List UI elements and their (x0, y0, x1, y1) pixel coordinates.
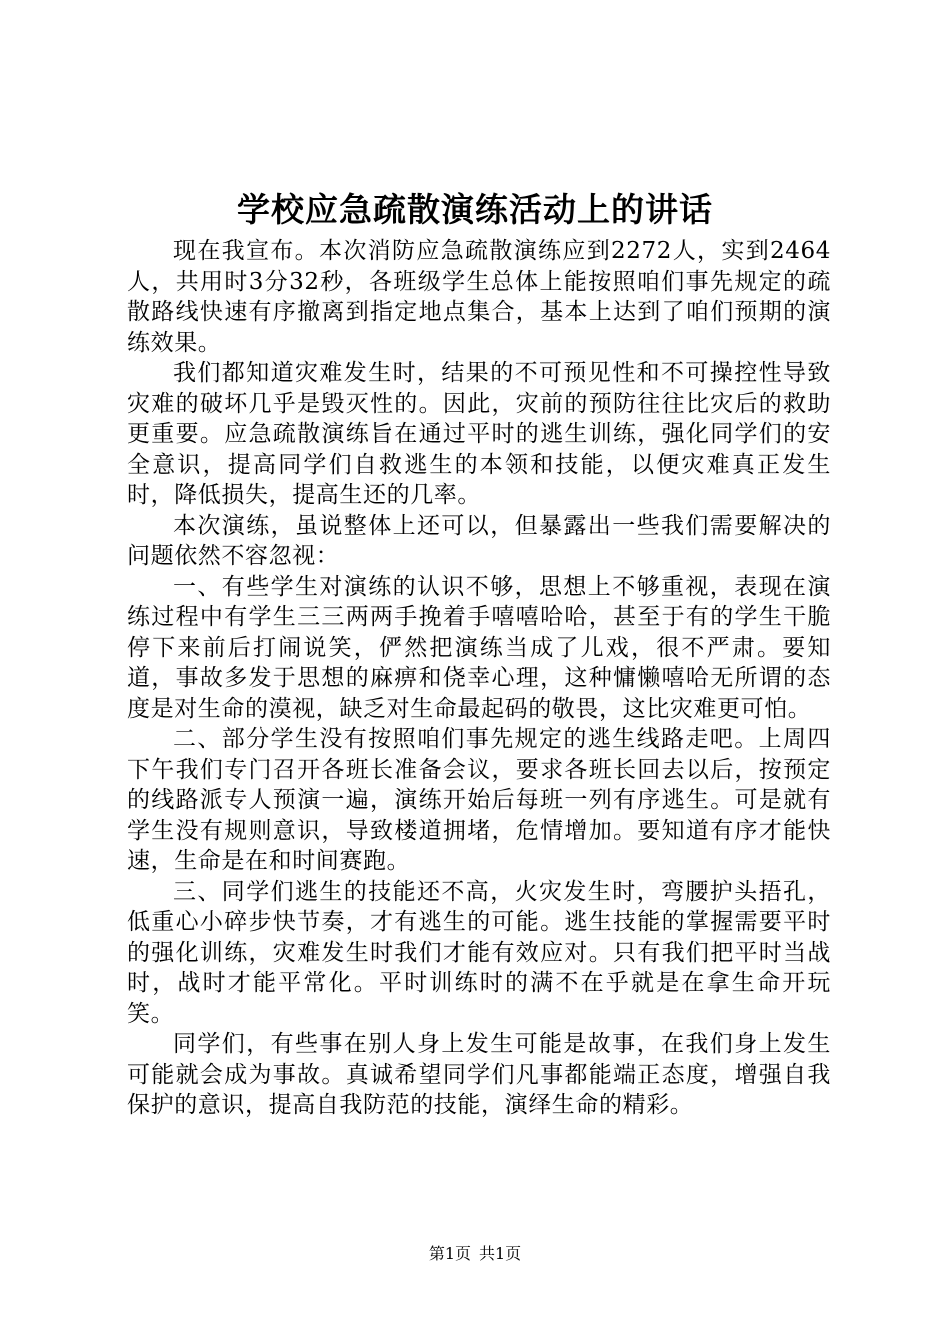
page-total: 共1页 (479, 1244, 522, 1263)
paragraph-1: 现在我宣布。本次消防应急疏散演练应到2272人，实到2464人，共用时3分32秒，各班级学生总体上能按照咱们事先规定的疏散路线快速有序撤离到指定地点集合，基本上达到了咱们预期的演练效果。 (127, 238, 831, 356)
document-body (127, 236, 831, 1121)
paragraph-4: 一、有些学生对演练的认识不够，思想上不够重视，表现在演练过程中有学生三三两两手挽着手嘻嘻哈哈，甚至于有的学生干脆停下来前后打闹说笑，俨然把演练当成了儿戏，很不严肃。要知道，事故多发于思想的麻痹和侥幸心理，这种慵懒嘻哈无所谓的态度是对生命的漠视，缺乏对生命最起码的敬畏，这比灾难更可怕。 (127, 573, 831, 722)
paragraph-5: 二、部分学生没有按照咱们事先规定的逃生线路走吧。上周四下午我们专门召开各班长准备会议，要求各班长回去以后，按预定的线路派专人预演一遍，演练开始后每班一列有序逃生。可是就有学生没有规则意识，导致楼道拥堵，危情增加。要知道有序才能快速，生命是在和时间赛跑。 (127, 726, 831, 874)
paragraph-2: 我们都知道灾难发生时，结果的不可预见性和不可操控性导致灾难的破坏几乎是毁灭性的。因此，灾前的预防往往比灾后的救助更重要。应急疏散演练旨在通过平时的逃生训练，强化同学们的安全意识，提高同学们自救逃生的本领和技能，以便灾难真正发生时，降低损失，提高生还的几率。 (127, 360, 831, 508)
page-footer (0, 1244, 950, 1264)
page-number: 第1页 (428, 1244, 471, 1263)
paragraph-7: 同学们，有些事在别人身上发生可能是故事，在我们身上发生可能就会成为事故。真诚希望同学们凡事都能端正态度，增强自我保护的意识，提高自我防范的技能，演绎生命的精彩。 (127, 1031, 831, 1118)
paragraph-3: 本次演练，虽说整体上还可以，但暴露出一些我们需要解决的问题依然不容忽视： (127, 512, 831, 569)
paragraph-6: 三、同学们逃生的技能还不高，火灾发生时，弯腰护头捂孔，低重心小碎步快节奏，才有逃生的可能。逃生技能的掌握需要平时的强化训练，灾难发生时我们才能有效应对。只有我们把平时当战时，战时才能平常化。平时训练时的满不在乎就是在拿生命开玩笑。 (127, 878, 831, 1027)
document-title: 学校应急疏散演练活动上的讲话 (237, 190, 713, 229)
